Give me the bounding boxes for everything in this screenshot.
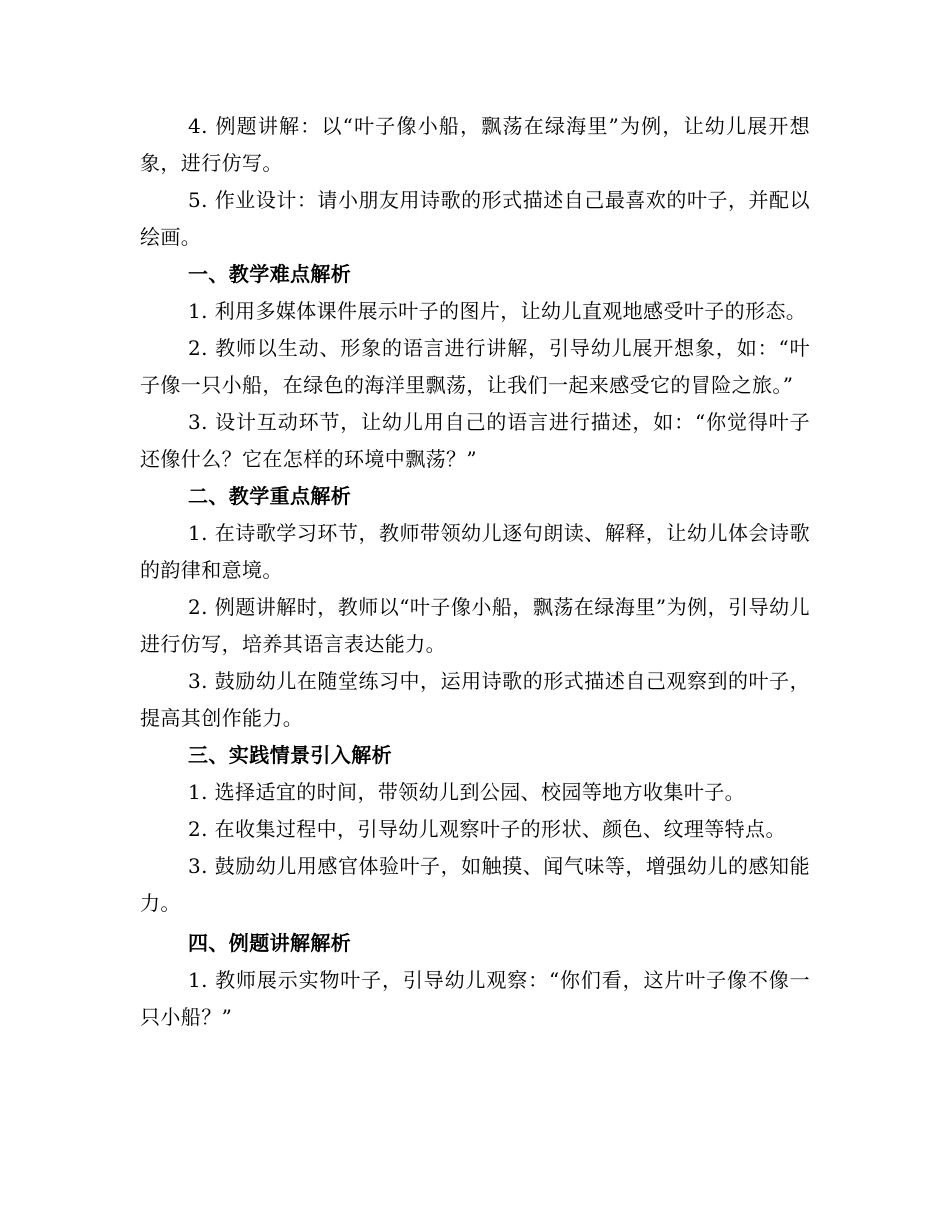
key-point-item-2: 2. 例题讲解时，教师以“叶子像小船，飘荡在绿海里”为例，引导幼儿进行仿写，培养其语言表达能力。	[140, 595, 810, 656]
paragraph-4-example: 4. 例题讲解：以“叶子像小船，飘荡在绿海里”为例，让幼儿展开想象，进行仿写。	[140, 114, 810, 175]
section-heading-key-points: 二、教学重点解析	[188, 484, 352, 508]
practice-item-2: 2. 在收集过程中，引导幼儿观察叶子的形状、颜色、纹理等特点。	[188, 817, 786, 841]
section-heading-practice: 三、实践情景引入解析	[188, 743, 392, 767]
section-heading-example-analysis: 四、例题讲解解析	[188, 931, 352, 955]
section-heading-difficulty: 一、教学难点解析	[188, 262, 352, 286]
paragraph-5-homework: 5. 作业设计：请小朋友用诗歌的形式描述自己最喜欢的叶子，并配以绘画。	[140, 188, 810, 249]
difficulty-item-2: 2. 教师以生动、形象的语言进行讲解，引导幼儿展开想象，如：“叶子像一只小船，在绿色的海洋里飘荡，让我们一起来感受它的冒险之旅。”	[140, 336, 810, 397]
document-body	[140, 108, 810, 1036]
difficulty-item-1: 1. 利用多媒体课件展示叶子的图片，让幼儿直观地感受叶子的形态。	[188, 299, 807, 323]
practice-item-3: 3. 鼓励幼儿用感官体验叶子，如触摸、闻气味等，增强幼儿的感知能力。	[140, 854, 810, 915]
key-point-item-3: 3. 鼓励幼儿在随堂练习中，运用诗歌的形式描述自己观察到的叶子，提高其创作能力。	[140, 669, 810, 730]
key-point-item-1: 1. 在诗歌学习环节，教师带领幼儿逐句朗读、解释，让幼儿体会诗歌的韵律和意境。	[140, 521, 810, 582]
example-analysis-item-1: 1. 教师展示实物叶子，引导幼儿观察：“你们看，这片叶子像不像一只小船？”	[140, 968, 810, 1029]
practice-item-1: 1. 选择适宜的时间，带领幼儿到公园、校园等地方收集叶子。	[188, 780, 746, 804]
difficulty-item-3: 3. 设计互动环节，让幼儿用自己的语言进行描述，如：“你觉得叶子还像什么？它在怎样的环境中飘荡？”	[140, 410, 810, 471]
